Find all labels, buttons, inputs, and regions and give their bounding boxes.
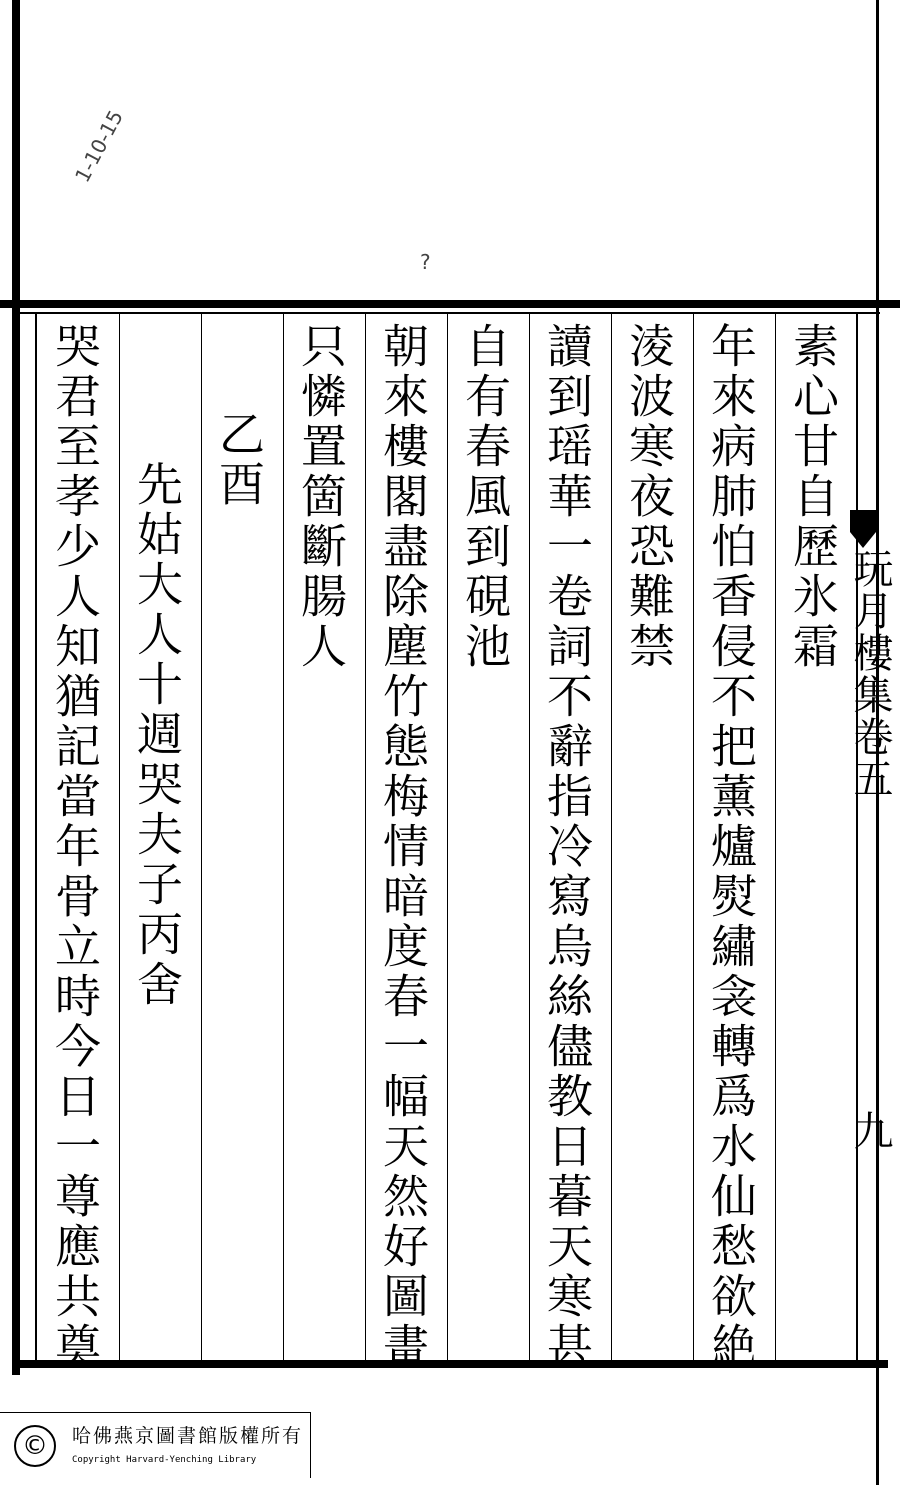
pencil-note: 1-10-15 bbox=[70, 106, 128, 187]
column-divider bbox=[529, 314, 530, 1362]
margin-book-title: 玩月樓集卷五 bbox=[847, 548, 893, 800]
copyright-icon: © bbox=[14, 1425, 56, 1467]
column-divider bbox=[693, 314, 694, 1362]
text-column-5: 自有春風到硯池 bbox=[458, 322, 512, 672]
column-divider bbox=[447, 314, 448, 1362]
pencil-mark: ? bbox=[420, 250, 431, 274]
column-divider bbox=[283, 314, 284, 1362]
column-divider bbox=[775, 314, 776, 1362]
column-divider bbox=[365, 314, 366, 1362]
copyright-text-english: Copyright Harvard-Yenching Library bbox=[72, 1455, 257, 1465]
top-rule bbox=[0, 300, 900, 308]
poem-title: 先姑大人十週哭夫子丙舍 bbox=[130, 460, 184, 1010]
inner-left-border bbox=[35, 312, 37, 1362]
left-border-bar bbox=[12, 0, 20, 1375]
year-heading: 乙酉 bbox=[212, 410, 266, 510]
margin-page-number: 九 bbox=[847, 1110, 893, 1150]
column-divider bbox=[201, 314, 202, 1362]
top-inner-rule bbox=[20, 312, 880, 314]
text-column-1: 素心甘自歷氷霜 bbox=[786, 322, 840, 672]
copyright-stamp bbox=[0, 1412, 311, 1478]
column-divider bbox=[611, 314, 612, 1362]
text-column-7: 只憐置箇斷腸人 bbox=[294, 322, 348, 672]
text-column-4: 讀到瑶華一卷詞不辭指冷寫烏絲儘教日暮天寒甚 bbox=[540, 322, 594, 1372]
text-column-6: 朝來樓閣盡除塵竹態梅情暗度春一幅天然好圖畫 bbox=[376, 322, 430, 1372]
text-column-2: 年來病肺怕香侵不把薰爐熨繡衾轉爲水仙愁欲絶 bbox=[704, 322, 758, 1372]
copyright-text-chinese: 哈佛燕京圖書館版權所有 bbox=[72, 1425, 304, 1447]
text-column-3: 淩波寒夜恐難禁 bbox=[622, 322, 676, 672]
column-divider bbox=[119, 314, 120, 1362]
text-column-10: 哭君至孝少人知猶記當年骨立時今日一尊應共奠 bbox=[48, 322, 102, 1372]
handwritten-notes bbox=[70, 106, 460, 285]
inner-right-border bbox=[856, 312, 858, 1362]
fish-tail-mark-icon bbox=[850, 510, 876, 548]
